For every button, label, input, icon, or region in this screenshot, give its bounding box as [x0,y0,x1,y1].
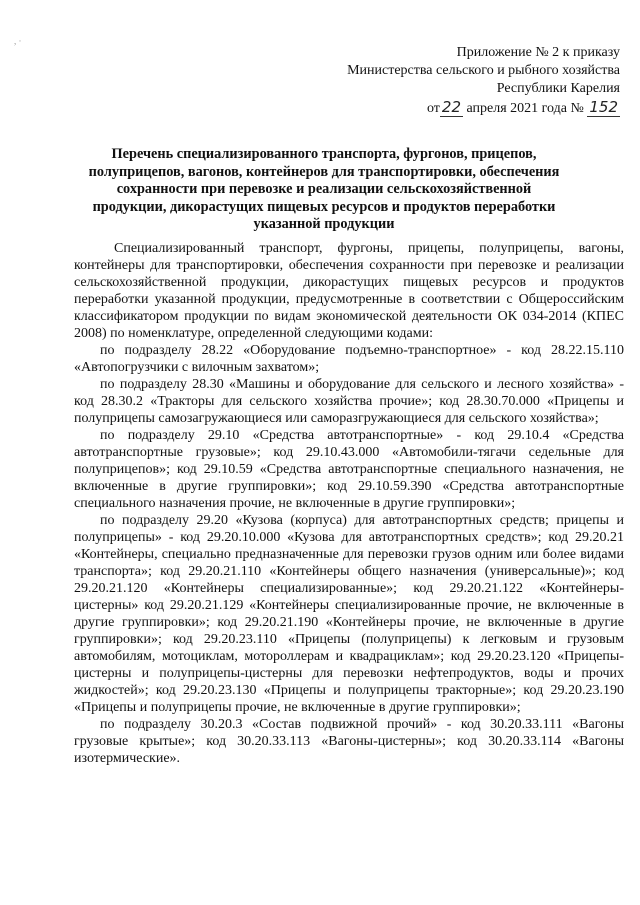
annex-line-3: Республики Карелия [496,81,620,96]
paragraph: по подразделу 28.22 «Оборудование подъемно-транспортное» - код 28.22.15.110 «Автопогрузчики с вилочным захватом»; [74,343,624,375]
paragraph: по подразделу 29.20 «Кузова (корпуса) для автотранспортных средств; прицепы и полуприцепы» - код 29.20.10.000 «Кузова для автотранспортных средств»; код 29.20.21 «Контейнеры, специально предназначенные для перевозки грузов одним или более видами транспорта»; код 29.20.21.110 «Контейнеры общего назначения (универсальные)»; код 29.20.21.120 «Контейнеры специализированные»; код 29.20.21.122 «Контейнеры-цистерны» код 29.20.21.129 «Контейнеры специализированные прочие, не включенные в другие группировки»; код 29.20.21.190 «Контейнеры прочие, не включенные в другие группировки»; код 29.20.23.110 «Прицепы (полуприцепы) к легковым и грузовым автомобилям, мотоциклам, мотороллерам и квадрациклам»; код 29.20.23.120 «Прицепы-цистерны и полуприцепы-цистерны для перевозки нефтепродуктов, воды и прочих жидкостей»; код 29.20.23.130 «Прицепы и полуприцепы тракторные»; код 29.20.23.190 «Прицепы и полуприцепы прочие, не включенные в другие группировки»; [74,513,624,715]
annex-line-4 [290,98,620,118]
annex-date-prefix: от [426,101,440,116]
document-body [74,240,624,767]
paragraph: по подразделу 28.30 «Машины и оборудование для сельского и лесного хозяйства» - код 28.30.2 «Тракторы для сельского хозяйства прочие»; код 28.30.70.000 «Прицепы и полуприцепы самозагружающиеся или саморазгружающиеся для сельского хозяйства»; [74,377,624,426]
scan-marks: , · [14,36,22,46]
handwritten-day: 22 [441,98,461,116]
annex-line-2: Министерства сельского и рыбного хозяйства [347,63,620,78]
paragraph: по подразделу 29.10 «Средства автотранспортные» - код 29.10.4 «Средства автотранспортные грузовые»; код 29.10.43.000 «Автомобили-тягачи седельные для полуприцепов»; код 29.10.59 «Средства автотранспортные специального назначения, не включенные в другие группировки»; код 29.10.59.390 «Средства автотранспортные специального назначения прочие, не включенные в другие группировки»; [74,428,624,511]
annex-header [290,44,620,118]
annex-date-middle: апреля 2021 года № [463,101,588,116]
annex-line-1: Приложение № 2 к приказу [456,45,620,60]
paragraph: по подразделу 30.20.3 «Состав подвижной прочий» - код 30.20.33.111 «Вагоны грузовые крытые»; код 30.20.33.113 «Вагоны-цистерны»; код 30.20.33.114 «Вагоны изотермические». [74,717,624,766]
handwritten-number: 152 [589,98,618,116]
paragraph: Специализированный транспорт, фургоны, прицепы, полуприцепы, вагоны, контейнеры для транспортировки, обеспечения сохранности при перевозке и реализации сельскохозяйственной продукции, дикорастущих пищевых ресурсов и продуктов переработки указанной продукции, предусмотренные в соответствии с Общероссийским классификатором продукции по видам экономической деятельности ОК 034-2014 (КПЕС 2008) по номенклатуре, определенной следующими кодами: [74,241,624,341]
document-title: Перечень специализированного транспорта, фургонов, прицепов, полуприцепов, вагонов, контейнеров для транспортировки, обеспечения сохранности при перевозке и реализации сельскохозяйственной продукции, дикорастущих пищевых ресурсов и продуктов переработки указанной продукции [88,146,560,233]
